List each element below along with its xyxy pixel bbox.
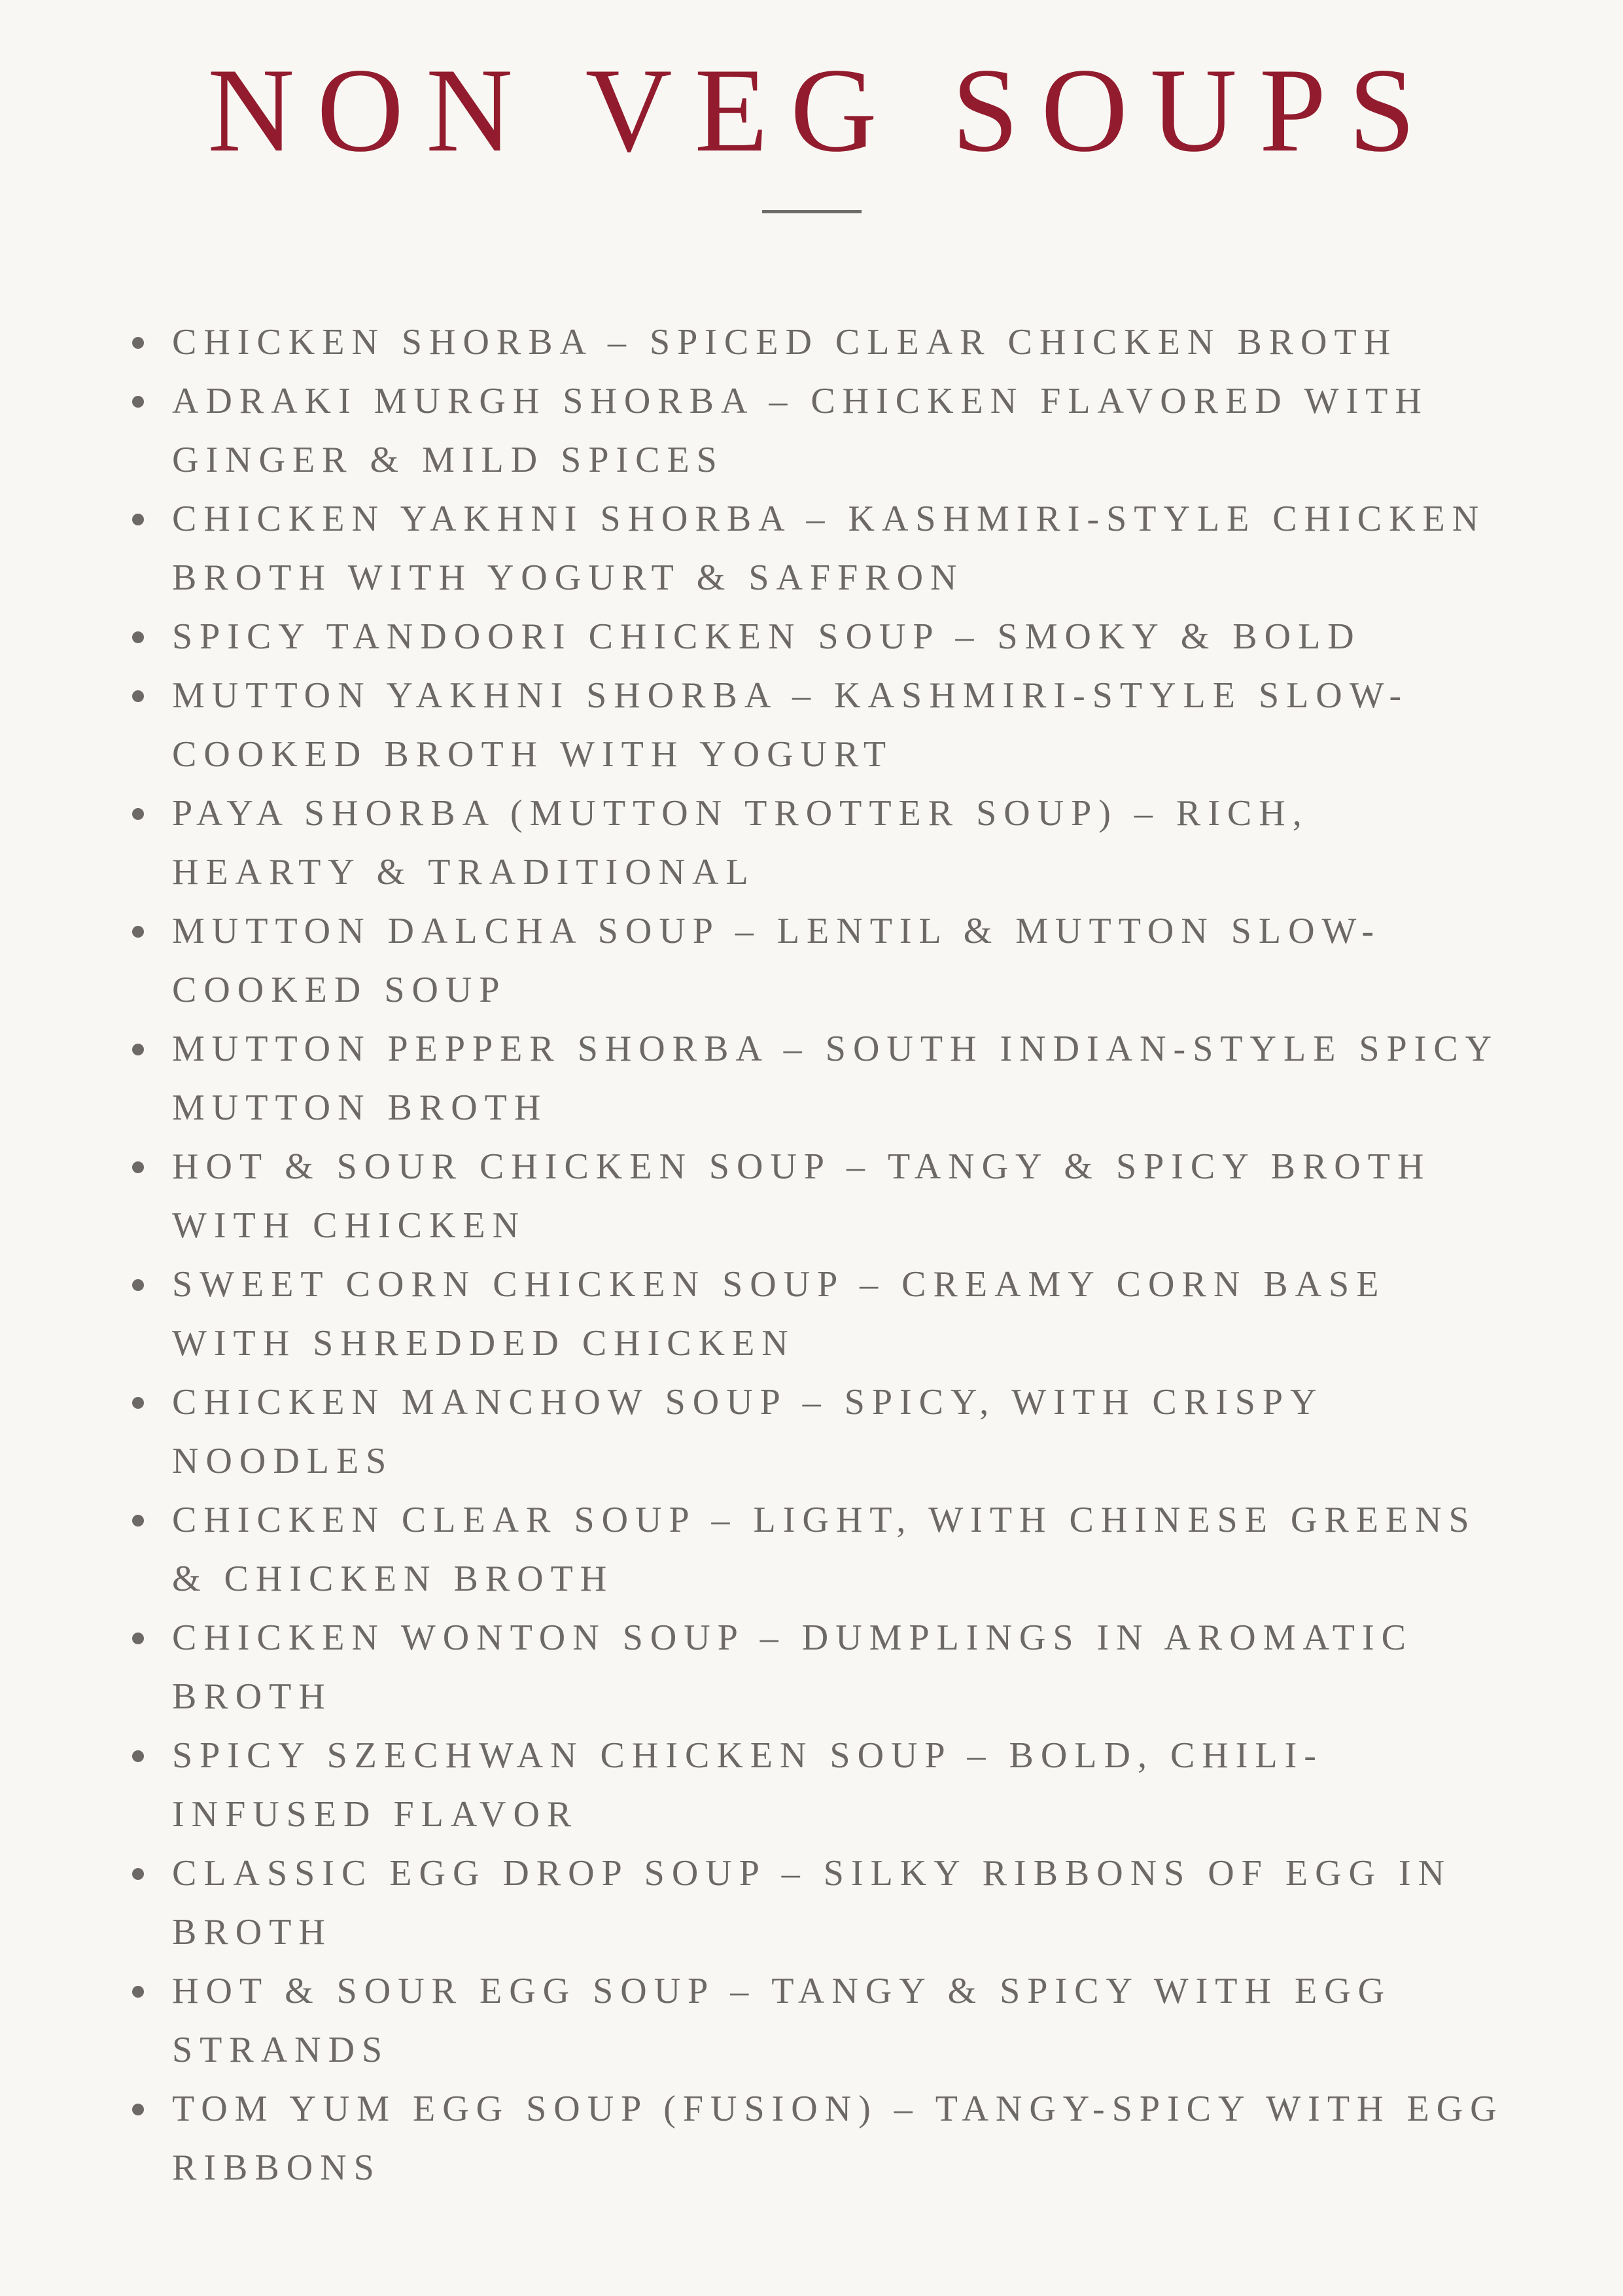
- menu-item: [130, 784, 1510, 902]
- menu-item-text: MUTTON DALCHA SOUP – LENTIL & MUTTON SLOW-COOKED SOUP: [172, 911, 1381, 1010]
- bullet-icon: [132, 808, 144, 820]
- menu-item: [130, 607, 1510, 666]
- menu-item-text: CLASSIC EGG DROP SOUP – SILKY RIBBONS OF EGG IN BROTH: [172, 1853, 1452, 1952]
- menu-item-text: MUTTON PEPPER SHORBA – SOUTH INDIAN-STYLE SPICY MUTTON BROTH: [172, 1029, 1498, 1128]
- menu-item: [130, 372, 1510, 489]
- menu-item-text: HOT & SOUR EGG SOUP – TANGY & SPICY WITH EGG STRANDS: [172, 1971, 1392, 2070]
- menu-item: [130, 1255, 1510, 1373]
- bullet-icon: [132, 1279, 144, 1291]
- menu-item-text: CHICKEN WONTON SOUP – DUMPLINGS IN AROMATIC BROTH: [172, 1617, 1413, 1717]
- bullet-icon: [132, 337, 144, 349]
- menu-item: [130, 1844, 1510, 1962]
- menu-item-text: CHICKEN YAKHNI SHORBA – KASHMIRI-STYLE CHICKEN BROTH WITH YOGURT & SAFFRON: [172, 499, 1486, 598]
- bullet-icon: [132, 396, 144, 408]
- menu-item: [130, 1491, 1510, 1608]
- menu-item-text: SPICY TANDOORI CHICKEN SOUP – SMOKY & BOLD: [172, 616, 1361, 657]
- bullet-icon: [132, 1515, 144, 1527]
- bullet-icon: [132, 1633, 144, 1644]
- menu-item-text: CHICKEN CLEAR SOUP – LIGHT, WITH CHINESE GREENS & CHICKEN BROTH: [172, 1500, 1476, 1599]
- menu-item-text: PAYA SHORBA (MUTTON TROTTER SOUP) – RICH, HEARTY & TRADITIONAL: [172, 793, 1309, 892]
- bullet-icon: [132, 514, 144, 525]
- menu-item: [130, 489, 1510, 607]
- menu-item-text: HOT & SOUR CHICKEN SOUP – TANGY & SPICY BROTH WITH CHICKEN: [172, 1146, 1431, 1246]
- bullet-icon: [132, 1986, 144, 1998]
- bullet-icon: [132, 1044, 144, 1055]
- bullet-icon: [132, 2104, 144, 2115]
- menu-item: [130, 313, 1510, 372]
- bullet-icon: [132, 1750, 144, 1762]
- bullet-icon: [132, 690, 144, 702]
- menu-item: [130, 1608, 1510, 1726]
- menu-item-text: CHICKEN SHORBA – SPICED CLEAR CHICKEN BROTH: [172, 322, 1398, 362]
- menu-item-text: SPICY SZECHWAN CHICKEN SOUP – BOLD, CHILI-INFUSED FLAVOR: [172, 1735, 1323, 1835]
- menu-item: [130, 1137, 1510, 1255]
- menu-item: [130, 1019, 1510, 1137]
- menu-item: [130, 902, 1510, 1019]
- menu-item-text: ADRAKI MURGH SHORBA – CHICKEN FLAVORED WITH GINGER & MILD SPICES: [172, 381, 1429, 480]
- menu-item: [130, 2079, 1510, 2197]
- menu-item: [130, 666, 1510, 784]
- bullet-icon: [132, 631, 144, 643]
- menu-item-text: MUTTON YAKHNI SHORBA – KASHMIRI-STYLE SLOW-COOKED BROTH WITH YOGURT: [172, 675, 1409, 775]
- menu-item-text: TOM YUM EGG SOUP (FUSION) – TANGY-SPICY WITH EGG RIBBONS: [172, 2089, 1504, 2188]
- soup-menu-list: [130, 313, 1510, 2197]
- menu-item: [130, 1726, 1510, 1844]
- menu-item-text: CHICKEN MANCHOW SOUP – SPICY, WITH CRISPY NOODLES: [172, 1382, 1323, 1481]
- bullet-icon: [132, 1161, 144, 1173]
- title-divider: [762, 210, 862, 213]
- bullet-icon: [132, 926, 144, 938]
- bullet-icon: [132, 1868, 144, 1880]
- menu-item: [130, 1373, 1510, 1491]
- menu-item: [130, 1962, 1510, 2079]
- bullet-icon: [132, 1397, 144, 1409]
- menu-item-text: SWEET CORN CHICKEN SOUP – CREAMY CORN BASE WITH SHREDDED CHICKEN: [172, 1264, 1386, 1364]
- page-title: NON VEG SOUPS: [207, 43, 1438, 177]
